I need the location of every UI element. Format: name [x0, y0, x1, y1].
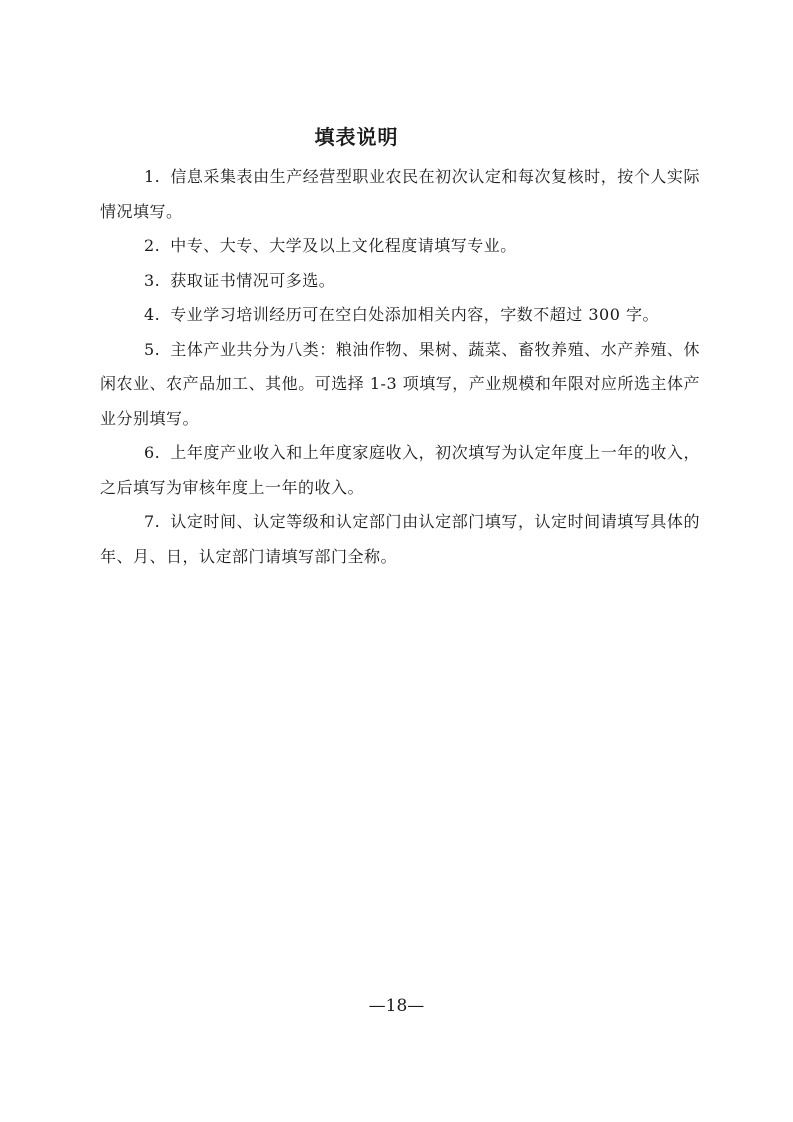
item-number: 7.: [144, 512, 161, 531]
item-number: 4.: [144, 305, 161, 324]
item-number: 5.: [144, 339, 161, 359]
instruction-item-4: [100, 298, 700, 333]
instruction-item-2: [100, 229, 700, 264]
page-number: —18—: [368, 996, 425, 1016]
item-text: 上年度产业收入和上年度家庭收入，初次填写为认定年度上一年的收入，之后填写为审核年度上一年的收入。: [100, 443, 700, 497]
item-text: 获取证书情况可多选。: [170, 270, 336, 290]
item-text: 专业学习培训经历可在空白处添加相关内容，字数不超过 300 字。: [170, 305, 659, 324]
item-number: 3.: [144, 270, 161, 290]
item-text: 信息采集表由生产经营型职业农民在初次认定和每次复核时，按个人实际情况填写。: [100, 167, 700, 221]
item-text: 认定时间、认定等级和认定部门由认定部门填写，认定时间请填写具体的年、月、日，认定部门请填写部门全称。: [100, 512, 700, 566]
item-number: 1.: [144, 167, 161, 186]
item-text: 主体产业共分为八类：粮油作物、果树、蔬菜、畜牧养殖、水产养殖、休闲农业、农产品加工、其他。可选择 1-3 项填写，产业规模和年限对应所选主体产业分别填写。: [100, 339, 700, 428]
instructions-list: [100, 160, 700, 574]
item-number: 2.: [144, 236, 161, 255]
instruction-item-6: [100, 436, 700, 505]
instruction-item-5: [100, 333, 700, 437]
instruction-item-3: [100, 264, 700, 299]
instruction-item-1: [100, 160, 700, 229]
page-title: 填表说明: [314, 125, 399, 149]
item-text: 中专、大专、大学及以上文化程度请填写专业。: [170, 236, 517, 255]
instruction-item-7: [100, 505, 700, 574]
item-number: 6.: [144, 443, 161, 462]
